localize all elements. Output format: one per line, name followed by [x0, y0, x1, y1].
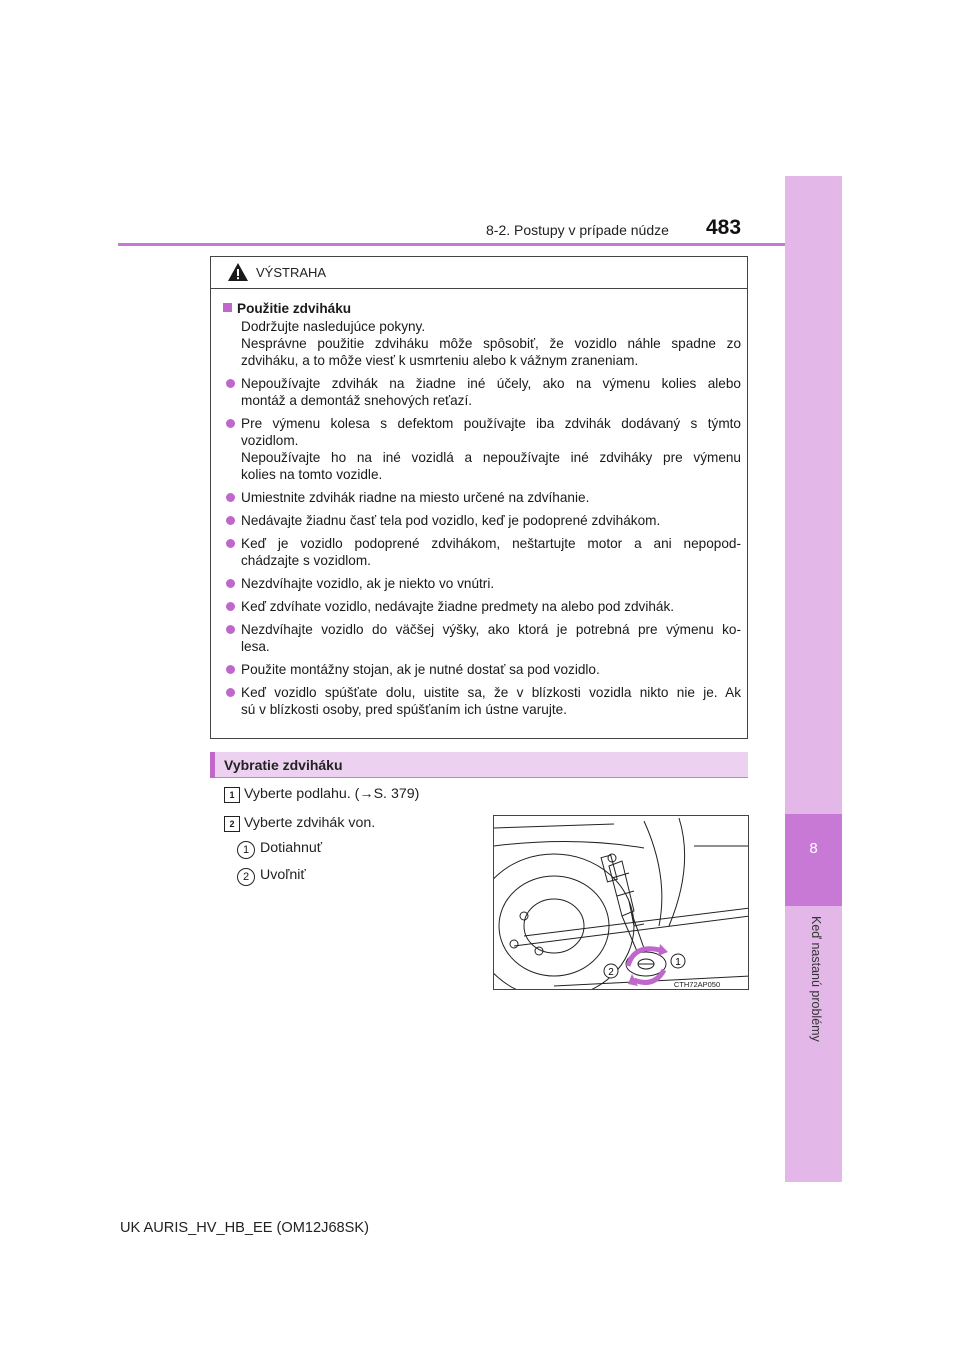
substep-text: Dotiahnuť	[260, 840, 323, 856]
chapter-tab-strip	[785, 176, 842, 1182]
warning-bullet	[223, 375, 741, 409]
jack-illustration	[493, 815, 749, 990]
figure-code: CTH72AP050	[673, 980, 721, 989]
section-heading	[210, 752, 748, 778]
round-bullet-icon	[226, 539, 235, 548]
page-number: 483	[706, 216, 742, 239]
warning-bullet	[223, 598, 741, 615]
bullet-line: chádzajte s vozidlom.	[241, 553, 371, 568]
warning-header	[211, 257, 747, 289]
bullet-line: vozidlom.	[241, 433, 299, 448]
round-bullet-icon	[226, 379, 235, 388]
round-bullet-icon	[226, 419, 235, 428]
warning-bullet	[223, 512, 741, 529]
bullet-line: Nezdvíhajte vozidlo do väčšej výšky, ako ktorá je potrebná pre výmenu ko-	[241, 622, 741, 637]
bullet-line: Umiestnite zdvihák riadne na miesto určené na zdvíhanie.	[241, 490, 590, 505]
bullet-line: montáž a demontáž snehových reťazí.	[241, 393, 473, 408]
footer-model-code: UK AURIS_HV_HB_EE (OM12J68SK)	[120, 1220, 369, 1236]
round-bullet-icon	[226, 602, 235, 611]
step-text: Vyberte podlahu. (→S. 379)	[244, 786, 420, 802]
warning-bullets	[223, 375, 741, 718]
round-bullet-icon	[226, 493, 235, 502]
intro-line: zdviháku, a to môže viesť k usmrteniu alebo k vážnym zraneniam.	[241, 353, 639, 368]
section-heading-bar	[210, 752, 215, 778]
warning-title: VÝSTRAHA	[256, 265, 327, 280]
bullet-line: lesa.	[241, 639, 270, 654]
figure-callout-2: 2	[608, 967, 614, 978]
warning-bullet	[223, 415, 741, 483]
bullet-line: Keď je vozidlo podoprené zdvihákom, neštartujte motor a ani nepopod-	[241, 536, 741, 551]
intro-line: Dodržujte nasledujúce pokyny.	[241, 319, 426, 334]
bullet-line: Keď vozidlo spúšťate dolu, uistite sa, že v blízkosti vozidla nikto nie je. Ak	[241, 685, 741, 700]
step-text: Vyberte zdvihák von.	[244, 815, 376, 831]
step-badge: 1	[224, 787, 240, 803]
chapter-number: 8	[809, 840, 818, 857]
warning-bullet	[223, 489, 741, 506]
header-rule	[118, 243, 785, 246]
warning-bullet	[223, 621, 741, 655]
bullet-line: Nepoužívajte zdvihák na žiadne iné účely, ako na výmenu kolies alebo	[241, 376, 741, 391]
chapter-tab-active[interactable]	[785, 814, 842, 906]
round-bullet-icon	[226, 516, 235, 525]
bullet-line: Nepoužívajte ho na iné vozidlá a nepoužívajte iné zdviháky pre výmenu	[241, 450, 741, 465]
bullet-line: Nezdvíhajte vozidlo, ak je niekto vo vnútri.	[241, 576, 495, 591]
bullet-line: Použite montážny stojan, ak je nutné dostať sa pod vozidlo.	[241, 662, 600, 677]
section-title: 8-2. Postupy v prípade núdze	[486, 222, 669, 238]
bullet-line: Nedávajte žiadnu časť tela pod vozidlo, keď je podoprené zdvihákom.	[241, 513, 661, 528]
step-badge: 2	[224, 816, 240, 832]
substep-number: 1	[237, 841, 255, 859]
substep-text: Uvoľniť	[260, 867, 306, 883]
figure-callout-1: 1	[675, 957, 681, 968]
warning-box	[210, 256, 748, 739]
section-heading-text: Vybratie zdviháku	[224, 757, 343, 773]
warning-subheading-text: Použitie zdviháku	[237, 301, 352, 316]
warning-bullet	[223, 684, 741, 718]
round-bullet-icon	[226, 579, 235, 588]
bullet-line: Keď zdvíhate vozidlo, nedávajte žiadne predmety na alebo pod zdvihák.	[241, 599, 675, 614]
warning-subheading	[223, 300, 741, 317]
warning-bullet	[223, 535, 741, 569]
warning-bullet	[223, 575, 741, 592]
bullet-line: kolies na tomto vozidle.	[241, 467, 383, 482]
bullet-line: sú v blízkosti osoby, pred spúšťaním ich ústne varujte.	[241, 702, 567, 717]
intro-line: Nesprávne použitie zdviháku môže spôsobiť, že vozidlo náhle spadne zo	[241, 336, 741, 351]
substep-number: 2	[237, 868, 255, 886]
warning-triangle-icon	[227, 262, 249, 282]
warning-bullet	[223, 661, 741, 678]
bullet-line: Pre výmenu kolesa s defektom používajte iba zdvihák dodávaný s týmto	[241, 416, 741, 431]
square-bullet-icon	[223, 303, 232, 312]
round-bullet-icon	[226, 688, 235, 697]
round-bullet-icon	[226, 625, 235, 634]
warning-intro	[241, 318, 741, 369]
chapter-title: Keď nastanú problémy	[809, 916, 823, 1042]
warning-body	[211, 289, 747, 718]
round-bullet-icon	[226, 665, 235, 674]
jack-drawing	[494, 816, 749, 990]
